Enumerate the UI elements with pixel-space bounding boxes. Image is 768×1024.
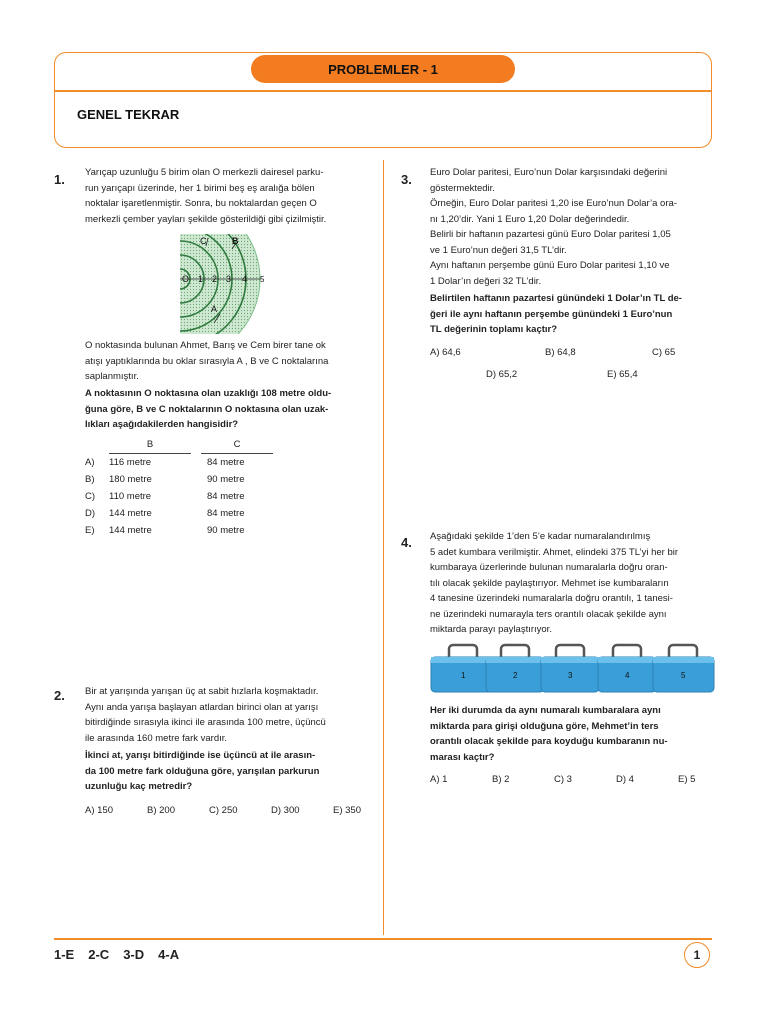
kumbara-group <box>430 643 715 693</box>
option-row[interactable]: A) 116 metre 84 metre <box>85 456 245 468</box>
option-e[interactable]: E) 350 <box>333 805 361 816</box>
option-d[interactable]: D) 4 <box>616 774 634 785</box>
q4-options <box>430 774 708 785</box>
q4-text: Aşağıdaki şekilde 1’den 5’e kadar numaralandırılmış 5 adet kumbara verilmiştir. Ahmet, elindeki 375 TL’yi her bir kumbaraya üzerlerinde bulunan numaralarla doğru oran- tılı olacak şekilde paylaştırıyor. Mehmet ise kumbaraların 4 tanesine üzerindeki numaralarla doğru orantılı, 1 tanesi- ne üzerindeki numarayla ters orantılı olacak şekilde aynı miktarda parayı paylaştırıyor. <box>430 531 678 635</box>
option-a[interactable]: A) 64,6 <box>430 347 461 358</box>
option-c[interactable]: C) 250 <box>209 805 238 816</box>
label-1: 1 <box>198 274 204 284</box>
footer-divider <box>54 938 712 940</box>
q4-number: 4. <box>401 535 412 550</box>
label-2: 2 <box>212 274 218 284</box>
point-c: C <box>200 236 207 246</box>
option-row[interactable]: B) 180 metre 90 metre <box>85 474 245 485</box>
answer-1: 1-E <box>54 947 75 962</box>
q1-options-table <box>85 436 273 539</box>
answer-3: 3-D <box>123 947 145 962</box>
q1-figure <box>180 234 270 334</box>
label-4: 4 <box>242 274 248 284</box>
option-row[interactable]: D) 144 metre 84 metre <box>85 508 245 519</box>
q3-question: Belirtilen haftanın pazartesi günündeki 1 Dolar’ın TL de- ğeri ile aynı haftanın perşembe günündeki 1 Euro’nun TL değerinin toplamı kaçtır? <box>430 293 682 335</box>
q3-number: 3. <box>401 172 412 187</box>
label-3: 3 <box>226 274 232 284</box>
kumbara-2-number: 2 <box>513 671 518 680</box>
q2-number: 2. <box>54 688 65 703</box>
point-a: A <box>211 304 218 314</box>
option-c[interactable]: C) 65 <box>652 347 676 358</box>
q2-options <box>85 805 373 816</box>
q2-question: İkinci at, yarışı bitirdiğinde ise üçüncü at ile arasın- da 100 metre fark olduğuna göre, yarışılan parkurun uzunluğu kaç metredir? <box>85 750 320 792</box>
q1-number: 1. <box>54 172 65 187</box>
option-c[interactable]: C) 3 <box>554 774 572 785</box>
kumbara-3-number: 3 <box>568 671 573 680</box>
kumbara-3 <box>540 643 600 693</box>
point-b: B <box>232 236 239 246</box>
option-e[interactable]: E) 65,4 <box>607 369 638 380</box>
column-divider <box>383 160 384 935</box>
header-divider <box>54 90 712 92</box>
kumbara-5-number: 5 <box>681 671 686 680</box>
kumbara-4 <box>597 643 657 693</box>
page-number: 1 <box>684 942 710 968</box>
q2-text: Bir at yarışında yarışan üç at sabit hızlarla koşmaktadır. Aynı anda yarışa başlayan atlardan birinci olan at yarışı bitirdiğinde sırasıyla ikinci ile arasında 100 metre, üçüncü ile arasında 160 metre fark vardır. <box>85 686 326 744</box>
section-title: GENEL TEKRAR <box>77 107 180 122</box>
option-e[interactable]: E) 5 <box>678 774 696 785</box>
q3-options-row1 <box>430 347 702 358</box>
kumbara-1-number: 1 <box>461 671 466 680</box>
q4-question: Her iki durumda da aynı numaralı kumbaralara aynı miktarda para girişi olduğuna göre, Mehmet’in ters orantılı olacak şekilde para koyduğu kumbaranın nu- marası kaçtır? <box>430 705 668 763</box>
kumbara-2 <box>485 643 545 693</box>
answer-2: 2-C <box>88 947 110 962</box>
option-row[interactable]: E) 144 metre 90 metre <box>85 525 245 536</box>
option-d[interactable]: D) 300 <box>271 805 300 816</box>
q1-text: Yarıçap uzunluğu 5 birim olan O merkezli dairesel parku- run yarıçapı üzerinde, her 1 birimi beş eş aralığa bölen noktalar işaretlenmiştir. Sonra, bu noktalardan geçen O merkezli çember yayları şekilde gösterildiği gibi çizilmiştir. <box>85 167 327 225</box>
option-a[interactable]: A) 1 <box>430 774 448 785</box>
option-b[interactable]: B) 2 <box>492 774 510 785</box>
col-b-header: B <box>109 436 191 454</box>
answer-key <box>54 947 179 962</box>
q1-question: A noktasının O noktasına olan uzaklığı 108 metre oldu- ğuna göre, B ve C noktalarının O noktasına olan uzak- lıkları aşağıdakilerden hangisidir? <box>85 388 332 430</box>
page-title: PROBLEMLER - 1 <box>251 55 515 83</box>
label-o: O <box>182 274 190 284</box>
option-d[interactable]: D) 65,2 <box>486 369 518 380</box>
q1-text2: O noktasında bulunan Ahmet, Barış ve Cem birer tane ok atışı yaptıklarında bu oklar sırasıyla A , B ve C noktalarına saplanmıştır. <box>85 340 329 382</box>
kumbara-5 <box>652 643 715 693</box>
option-row[interactable]: C) 110 metre 84 metre <box>85 491 245 502</box>
kumbara-4-number: 4 <box>625 671 630 680</box>
option-b[interactable]: B) 64,8 <box>545 347 576 358</box>
q3-options-row2 <box>486 369 667 380</box>
option-b[interactable]: B) 200 <box>147 805 175 816</box>
label-5: 5 <box>260 275 265 284</box>
option-a[interactable]: A) 150 <box>85 805 113 816</box>
col-c-header: C <box>201 436 273 454</box>
q3-text: Euro Dolar paritesi, Euro’nun Dolar karşısındaki değerini göstermektedir. Örneğin, Euro Dolar paritesi 1,20 ise Euro’nun Dolar’a ora- nı 1,20’dir. Yani 1 Euro 1,20 Dolar değerindedir. Belirli bir haftanın pazartesi günü Euro Dolar paritesi 1,05 ve 1 Euro’nun değeri 31,5 TL’dir. Aynı haftanın perşembe günü Euro Dolar paritesi 1,10 ve 1 Dolar’ın değeri 32 TL’dir. <box>430 167 677 287</box>
answer-4: 4-A <box>158 947 180 962</box>
